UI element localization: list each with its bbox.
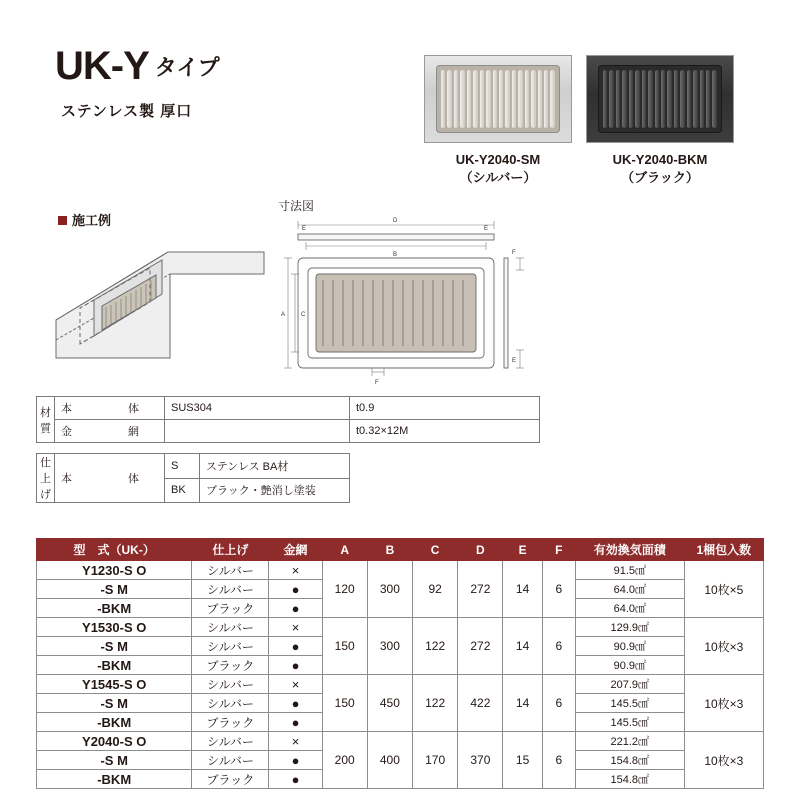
cell-model: Y1230-S O: [37, 561, 192, 580]
cell-b: 450: [367, 675, 412, 732]
cell-c: 92: [413, 561, 458, 618]
cell-finish: シルバー: [192, 561, 269, 580]
product-image-black: [586, 55, 734, 143]
cell-b: 400: [367, 732, 412, 789]
cell-finish: シルバー: [192, 732, 269, 751]
dimension-drawing-label: 寸法図: [278, 199, 315, 213]
product-caption-silver: [424, 151, 572, 186]
svg-text:B: B: [393, 252, 398, 258]
cell-pack: 10枚×3: [684, 675, 763, 732]
cell-mesh: ×: [269, 618, 322, 637]
table-row: [37, 420, 540, 443]
cell-d: 272: [458, 618, 503, 675]
cell-e: 14: [503, 675, 542, 732]
col-a: A: [322, 539, 367, 561]
material-row-label: 材 質: [37, 397, 55, 443]
svg-text:F: F: [375, 380, 379, 386]
finish-value-0: ステンレス BA材: [200, 454, 350, 479]
material-note-0: t0.9: [350, 397, 540, 420]
table-row: [37, 397, 540, 420]
col-d: D: [458, 539, 503, 561]
material-table: [36, 396, 540, 443]
cell-finish: シルバー: [192, 580, 269, 599]
cell-b: 300: [367, 618, 412, 675]
svg-text:D: D: [393, 218, 398, 224]
cell-area: 207.9㎠: [575, 675, 684, 694]
cell-area: 154.8㎠: [575, 751, 684, 770]
finish-row-label: 仕 上 げ: [37, 454, 55, 503]
product-caption-black: [586, 151, 734, 186]
cell-area: 64.0㎠: [575, 580, 684, 599]
cell-model: -BKM: [37, 713, 192, 732]
col-mesh: 金網: [269, 539, 322, 561]
cell-mesh: ×: [269, 675, 322, 694]
cell-area: 90.9㎠: [575, 637, 684, 656]
svg-text:C: C: [301, 312, 306, 318]
table-row: [37, 454, 350, 479]
svg-text:E: E: [302, 226, 307, 232]
title-block: [55, 46, 220, 121]
cell-finish: シルバー: [192, 675, 269, 694]
cell-f: 6: [542, 561, 575, 618]
dimension-drawing: [276, 210, 536, 390]
col-b: B: [367, 539, 412, 561]
cell-area: 154.8㎠: [575, 770, 684, 789]
specification-table: [36, 538, 764, 789]
cell-mesh: ●: [269, 694, 322, 713]
louver-panel-silver: [436, 65, 560, 133]
svg-text:E: E: [512, 358, 517, 364]
cell-pack: 10枚×3: [684, 732, 763, 789]
col-finish: 仕上げ: [192, 539, 269, 561]
construction-example-text: 施工例: [72, 213, 112, 228]
finish-item: 本 体: [55, 454, 165, 503]
material-note-1: t0.32×12M: [350, 420, 540, 443]
cell-c: 122: [413, 675, 458, 732]
cell-c: 170: [413, 732, 458, 789]
cell-model: -S M: [37, 580, 192, 599]
cell-finish: ブラック: [192, 770, 269, 789]
col-area: 有効換気面積: [575, 539, 684, 561]
cell-e: 15: [503, 732, 542, 789]
cell-d: 272: [458, 561, 503, 618]
table-row: [37, 561, 764, 580]
cell-model: Y1545-S O: [37, 675, 192, 694]
col-f: F: [542, 539, 575, 561]
cell-mesh: ●: [269, 599, 322, 618]
cell-finish: シルバー: [192, 637, 269, 656]
cell-model: Y1530-S O: [37, 618, 192, 637]
square-bullet-icon: [58, 216, 67, 225]
cell-c: 122: [413, 618, 458, 675]
page-title-suffix: タイプ: [154, 55, 220, 80]
material-value-1: [165, 420, 350, 443]
cell-model: -BKM: [37, 656, 192, 675]
cell-d: 422: [458, 675, 503, 732]
table-row: [37, 732, 764, 751]
table-header-row: [37, 539, 764, 561]
cell-finish: ブラック: [192, 713, 269, 732]
cell-mesh: ●: [269, 751, 322, 770]
page-title: UK-Y: [55, 44, 149, 88]
cell-mesh: ●: [269, 656, 322, 675]
cell-area: 91.5㎠: [575, 561, 684, 580]
cell-model: -S M: [37, 637, 192, 656]
cell-mesh: ●: [269, 580, 322, 599]
finish-code-0: S: [165, 454, 200, 479]
col-model: 型 式（UK-）: [37, 539, 192, 561]
col-c: C: [413, 539, 458, 561]
table-row: [37, 675, 764, 694]
cell-b: 300: [367, 561, 412, 618]
col-pack: 1梱包入数: [684, 539, 763, 561]
cell-model: -S M: [37, 751, 192, 770]
finish-value-1: ブラック・艶消し塗装: [200, 478, 350, 503]
cell-d: 370: [458, 732, 503, 789]
cell-mesh: ×: [269, 732, 322, 751]
cell-finish: ブラック: [192, 656, 269, 675]
cell-f: 6: [542, 732, 575, 789]
product-image-silver: [424, 55, 572, 143]
cell-model: -BKM: [37, 770, 192, 789]
svg-text:E: E: [484, 226, 489, 232]
cell-mesh: ●: [269, 637, 322, 656]
cell-finish: ブラック: [192, 599, 269, 618]
cell-a: 120: [322, 561, 367, 618]
cell-area: 221.2㎠: [575, 732, 684, 751]
product-code-silver: UK-Y2040-SM: [455, 152, 541, 167]
louver-panel-black: [598, 65, 722, 133]
cell-a: 200: [322, 732, 367, 789]
cell-mesh: ●: [269, 713, 322, 732]
cell-finish: シルバー: [192, 618, 269, 637]
cell-area: 64.0㎠: [575, 599, 684, 618]
cell-a: 150: [322, 618, 367, 675]
cell-finish: シルバー: [192, 751, 269, 770]
specification-table-body: [37, 561, 764, 789]
product-photo-silver: [424, 55, 572, 186]
finish-code-1: BK: [165, 478, 200, 503]
svg-text:F: F: [512, 250, 516, 256]
cell-model: Y2040-S O: [37, 732, 192, 751]
cell-mesh: ●: [269, 770, 322, 789]
table-row: [37, 618, 764, 637]
cell-f: 6: [542, 618, 575, 675]
product-color-silver: （シルバー）: [459, 169, 537, 185]
product-code-black: UK-Y2040-BKM: [612, 152, 708, 167]
cell-area: 90.9㎠: [575, 656, 684, 675]
product-color-black: （ブラック）: [621, 169, 699, 185]
product-photo-black: [586, 55, 734, 186]
cell-finish: シルバー: [192, 694, 269, 713]
material-item-1: 金 網: [55, 420, 165, 443]
cell-a: 150: [322, 675, 367, 732]
cell-area: 145.5㎠: [575, 694, 684, 713]
cell-area: 145.5㎠: [575, 713, 684, 732]
col-e: E: [503, 539, 542, 561]
svg-text:A: A: [281, 312, 286, 318]
cell-e: 14: [503, 618, 542, 675]
cell-model: -S M: [37, 694, 192, 713]
material-item-0: 本 体: [55, 397, 165, 420]
material-value-0: SUS304: [165, 397, 350, 420]
cell-pack: 10枚×5: [684, 561, 763, 618]
cell-f: 6: [542, 675, 575, 732]
finish-table: [36, 453, 350, 503]
cell-e: 14: [503, 561, 542, 618]
construction-example-label: [58, 210, 111, 229]
cell-mesh: ×: [269, 561, 322, 580]
cell-area: 129.9㎠: [575, 618, 684, 637]
cell-model: -BKM: [37, 599, 192, 618]
construction-example-illustration: [50, 228, 270, 378]
page-subtitle: ステンレス製 厚口: [61, 103, 193, 120]
cell-pack: 10枚×3: [684, 618, 763, 675]
